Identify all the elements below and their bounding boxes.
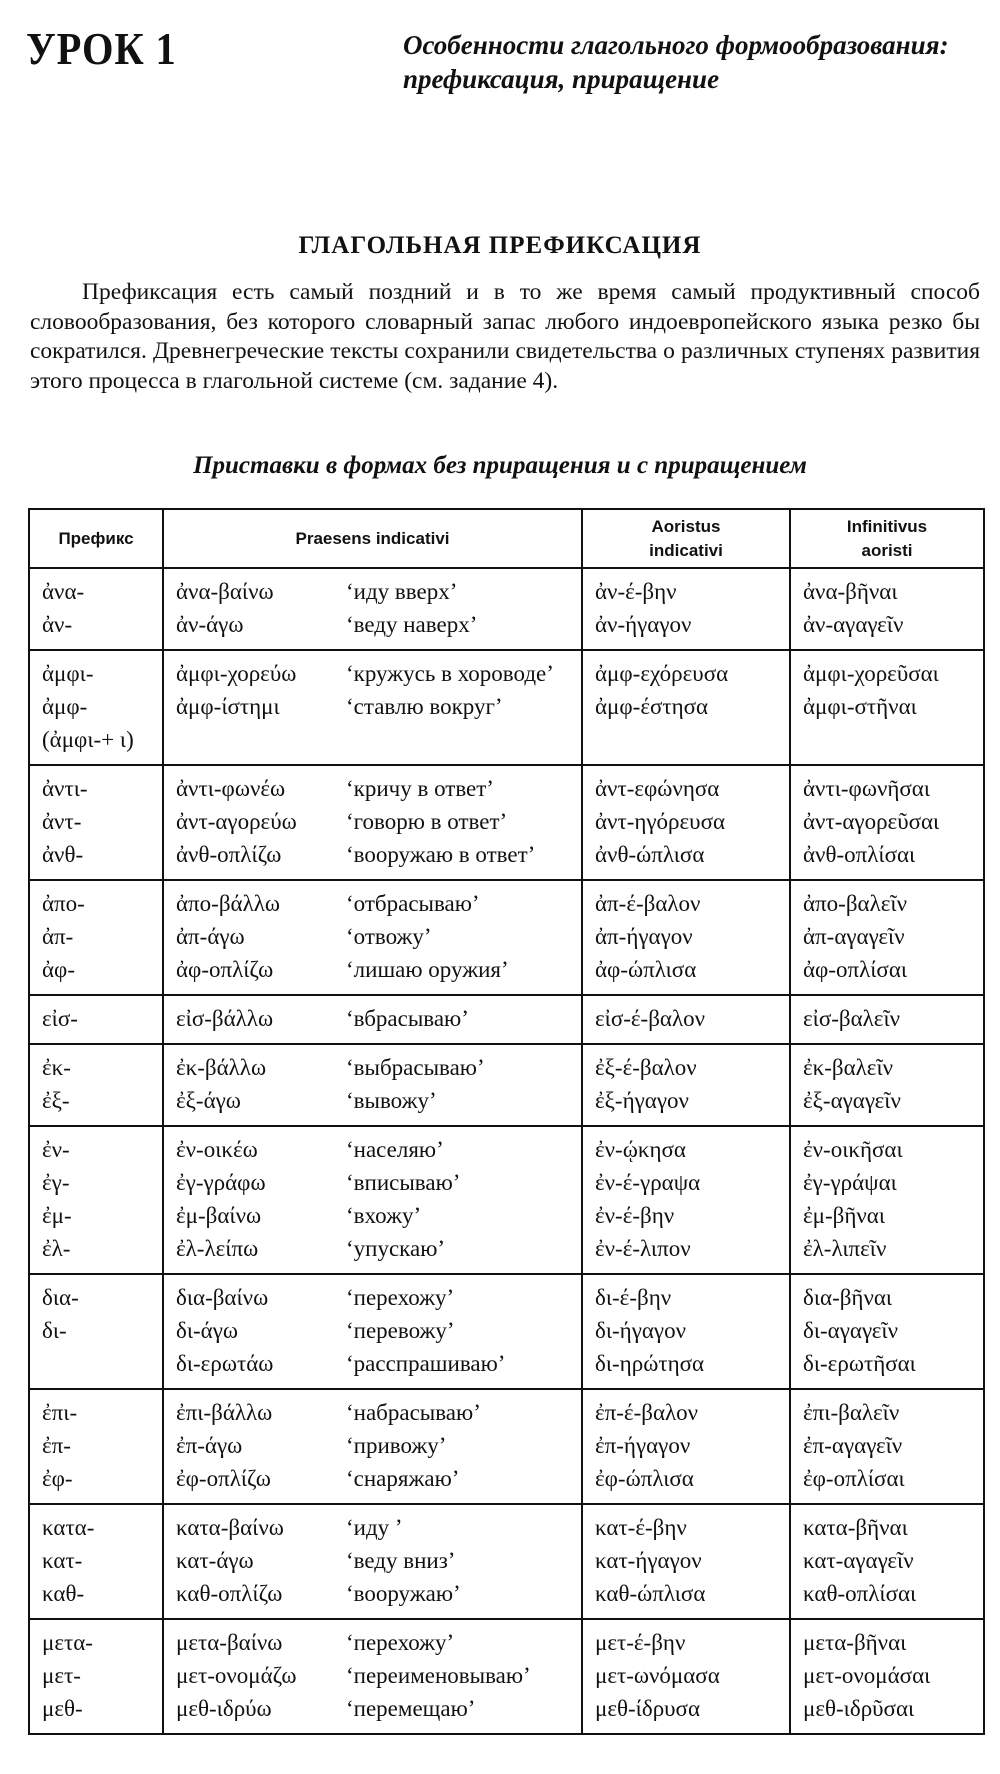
- verb-entry: [176, 1347, 571, 1380]
- verb-meaning: ‘веду наверх’: [346, 612, 478, 637]
- verb-greek: μεθ-ιδρύω: [176, 1696, 272, 1721]
- table-row: [29, 1504, 984, 1619]
- table-header-row: [29, 509, 984, 568]
- prefix-form: ἀφ-: [42, 957, 75, 982]
- praesens-cell: [163, 1126, 582, 1274]
- verb-meaning: ‘перемещаю’: [346, 1696, 476, 1721]
- verb-entry: [176, 1166, 571, 1199]
- verb-entry: [176, 772, 571, 805]
- aorist-form: δι-ηρώτησα: [595, 1351, 705, 1376]
- col-header-infinitive-line-2: aoristi: [861, 540, 913, 560]
- infinitive-form: ἀνθ-οπλίσαι: [803, 842, 916, 867]
- table-row: [29, 995, 984, 1044]
- prefix-cell: [29, 1126, 163, 1274]
- verb-entry: [176, 1002, 571, 1035]
- aorist-form: ἐν-έ-βην: [595, 1203, 675, 1228]
- infinitive-form: μεθ-ιδρῦσαι: [803, 1696, 915, 1721]
- prefix-form: ἀντ-: [42, 809, 82, 834]
- infinitive-cell: [790, 765, 984, 880]
- table-row: [29, 1274, 984, 1389]
- verb-entry: [176, 1133, 571, 1166]
- verb-entry: [176, 1232, 571, 1265]
- prefix-form: δι-: [42, 1318, 67, 1343]
- aorist-form: κατ-έ-βην: [595, 1515, 687, 1540]
- verb-meaning: ‘вооружаю в ответ’: [346, 842, 536, 867]
- prefix-form: κατα-: [42, 1515, 95, 1540]
- table-row: [29, 1044, 984, 1126]
- prefix-form: ἐμ-: [42, 1203, 72, 1228]
- table-row: [29, 765, 984, 880]
- aorist-form: ἀμφ-εχόρευσα: [595, 661, 729, 686]
- prefix-form: ἐν-: [42, 1137, 70, 1162]
- aorist-form: μετ-ωνόμασα: [595, 1663, 720, 1688]
- intro-paragraph: [30, 278, 980, 396]
- infinitive-cell: [790, 568, 984, 650]
- prefix-form: ἀμφι-: [42, 661, 94, 686]
- verb-entry: [176, 1051, 571, 1084]
- prefix-cell: [29, 1504, 163, 1619]
- praesens-cell: [163, 568, 582, 650]
- verb-entry: [176, 608, 571, 641]
- table-row: [29, 1619, 984, 1734]
- aorist-cell: [582, 1504, 790, 1619]
- aorist-form: ἐν-έ-λιπον: [595, 1236, 691, 1261]
- aorist-form: ἐξ-έ-βαλον: [595, 1055, 697, 1080]
- aorist-form: κατ-ήγαγον: [595, 1548, 702, 1573]
- infinitive-form: κατα-βῆναι: [803, 1515, 908, 1540]
- prefix-form: ἐλ-: [42, 1236, 71, 1261]
- verb-meaning: ‘кружусь в хороводе’: [346, 661, 554, 686]
- infinitive-form: ἀπ-αγαγεῖν: [803, 924, 905, 949]
- praesens-cell: [163, 1389, 582, 1504]
- verb-greek: ἐπι-βάλλω: [176, 1400, 273, 1425]
- verb-greek: ἀπο-βάλλω: [176, 891, 281, 916]
- table-row: [29, 880, 984, 995]
- infinitive-form: δια-βῆναι: [803, 1285, 893, 1310]
- verb-meaning: ‘иду ’: [346, 1515, 403, 1540]
- verb-greek: ἐφ-οπλίζω: [176, 1466, 271, 1491]
- aorist-form: ἀν-έ-βην: [595, 579, 677, 604]
- verb-entry: [176, 657, 571, 690]
- aorist-cell: [582, 1619, 790, 1734]
- aorist-form: εἰσ-έ-βαλον: [595, 1006, 706, 1031]
- prefix-form: μετ-: [42, 1663, 81, 1688]
- prefix-cell: [29, 1274, 163, 1389]
- verb-entry: [176, 1577, 571, 1610]
- aorist-form: ἀφ-ώπλισα: [595, 957, 697, 982]
- verb-meaning: ‘перехожу’: [346, 1285, 455, 1310]
- verb-entry: [176, 690, 571, 723]
- infinitive-form: ἐπ-αγαγεῖν: [803, 1433, 903, 1458]
- verb-meaning: ‘ставлю вокруг’: [346, 694, 503, 719]
- verb-entry: [176, 1511, 571, 1544]
- verb-greek: μετα-βαίνω: [176, 1630, 283, 1655]
- verb-greek: μετ-ονομάζω: [176, 1663, 297, 1688]
- verb-entry: [176, 1462, 571, 1495]
- verb-meaning: ‘вооружаю’: [346, 1581, 461, 1606]
- infinitive-form: ἀν-αγαγεῖν: [803, 612, 904, 637]
- praesens-cell: [163, 995, 582, 1044]
- praesens-cell: [163, 765, 582, 880]
- verb-meaning: ‘вхожу’: [346, 1203, 422, 1228]
- verb-meaning: ‘снаряжаю’: [346, 1466, 460, 1491]
- verb-meaning: ‘переименовываю’: [346, 1663, 531, 1688]
- verb-entry: [176, 1659, 571, 1692]
- prefix-form: ἐπ-: [42, 1433, 71, 1458]
- verb-meaning: ‘набрасываю’: [346, 1400, 481, 1425]
- prefix-table: [28, 508, 985, 1735]
- verb-greek: ἀνα-βαίνω: [176, 579, 274, 604]
- verb-greek: κατα-βαίνω: [176, 1515, 284, 1540]
- verb-greek: δια-βαίνω: [176, 1285, 269, 1310]
- aorist-cell: [582, 1274, 790, 1389]
- aorist-cell: [582, 1389, 790, 1504]
- infinitive-form: ἀμφι-χορεῦσαι: [803, 661, 939, 686]
- verb-entry: [176, 1199, 571, 1232]
- prefix-form: ἀμφ-: [42, 694, 88, 719]
- prefix-form: μεθ-: [42, 1696, 83, 1721]
- verb-meaning: ‘населяю’: [346, 1137, 444, 1162]
- aorist-form: ἀν-ήγαγον: [595, 612, 692, 637]
- prefix-form: ἀν-: [42, 612, 73, 637]
- prefix-cell: [29, 765, 163, 880]
- lesson-topic-line-2: префиксация, приращение: [403, 64, 720, 94]
- infinitive-form: κατ-αγαγεῖν: [803, 1548, 914, 1573]
- infinitive-cell: [790, 1044, 984, 1126]
- infinitive-form: ἀμφι-στῆναι: [803, 694, 917, 719]
- prefix-form: ἀντι-: [42, 776, 88, 801]
- verb-entry: [176, 887, 571, 920]
- verb-meaning: ‘кричу в ответ’: [346, 776, 494, 801]
- verb-meaning: ‘упускаю’: [346, 1236, 446, 1261]
- lesson-topic: [403, 28, 993, 96]
- infinitive-form: δι-ερωτῆσαι: [803, 1351, 916, 1376]
- verb-entry: [176, 575, 571, 608]
- infinitive-form: δι-αγαγεῖν: [803, 1318, 898, 1343]
- prefix-cell: [29, 1389, 163, 1504]
- infinitive-form: ἐπι-βαλεῖν: [803, 1400, 900, 1425]
- aorist-form: ἀντ-ηγόρευσα: [595, 809, 726, 834]
- verb-greek: ἀντι-φωνέω: [176, 776, 286, 801]
- aorist-cell: [582, 650, 790, 765]
- prefix-cell: [29, 1619, 163, 1734]
- verb-meaning: ‘отвожу’: [346, 924, 432, 949]
- verb-greek: δι-ερωτάω: [176, 1351, 274, 1376]
- verb-entry: [176, 1396, 571, 1429]
- prefix-form: ἀπ-: [42, 924, 74, 949]
- infinitive-form: ἀπο-βαλεῖν: [803, 891, 907, 916]
- verb-greek: κατ-άγω: [176, 1548, 254, 1573]
- aorist-form: ἐπ-έ-βαλον: [595, 1400, 699, 1425]
- verb-greek: δι-άγω: [176, 1318, 239, 1343]
- verb-meaning: ‘лишаю оружия’: [346, 957, 509, 982]
- infinitive-form: ἀνα-βῆναι: [803, 579, 898, 604]
- verb-entry: [176, 805, 571, 838]
- verb-greek: ἀν-άγω: [176, 612, 244, 637]
- aorist-form: ἐφ-ώπλισα: [595, 1466, 694, 1491]
- verb-greek: καθ-οπλίζω: [176, 1581, 283, 1606]
- aorist-form: ἀμφ-έστησα: [595, 694, 709, 719]
- praesens-cell: [163, 1619, 582, 1734]
- prefix-form: μετα-: [42, 1630, 93, 1655]
- verb-entry: [176, 1692, 571, 1725]
- col-header-infinitive-line-1: Infinitivus: [846, 516, 928, 536]
- praesens-cell: [163, 880, 582, 995]
- praesens-cell: [163, 1504, 582, 1619]
- lesson-topic-line-1: Особенности глагольного формообразования:: [403, 30, 949, 60]
- verb-greek: ἀνθ-οπλίζω: [176, 842, 282, 867]
- aorist-form: ἀνθ-ώπλισα: [595, 842, 705, 867]
- verb-greek: ἐγ-γράφω: [176, 1170, 266, 1195]
- praesens-cell: [163, 1044, 582, 1126]
- prefix-form: ἐπι-: [42, 1400, 78, 1425]
- infinitive-form: ἐγ-γράψαι: [803, 1170, 897, 1195]
- infinitive-form: ἐξ-αγαγεῖν: [803, 1088, 901, 1113]
- aorist-cell: [582, 1126, 790, 1274]
- verb-meaning: ‘привожу’: [346, 1433, 447, 1458]
- infinitive-form: ἀντ-αγορεῦσαι: [803, 809, 940, 834]
- aorist-cell: [582, 1044, 790, 1126]
- verb-entry: [176, 1084, 571, 1117]
- verb-meaning: ‘вписываю’: [346, 1170, 461, 1195]
- infinitive-form: καθ-οπλίσαι: [803, 1581, 917, 1606]
- prefix-cell: [29, 568, 163, 650]
- prefix-form: δια-: [42, 1285, 79, 1310]
- infinitive-form: ἀντι-φωνῆσαι: [803, 776, 931, 801]
- prefix-form: καθ-: [42, 1581, 85, 1606]
- verb-greek: ἐν-οικέω: [176, 1137, 258, 1162]
- col-header-prefix: Префикс: [29, 509, 163, 568]
- col-header-praesens: Praesens indicativi: [163, 509, 582, 568]
- prefix-form: ἐκ-: [42, 1055, 71, 1080]
- aorist-cell: [582, 880, 790, 995]
- col-header-aorist: [582, 509, 790, 568]
- lesson-number: УРОК 1: [26, 23, 177, 74]
- infinitive-form: ἐλ-λιπεῖν: [803, 1236, 887, 1261]
- aorist-form: ἀντ-εφώνησα: [595, 776, 720, 801]
- infinitive-form: ἐφ-οπλίσαι: [803, 1466, 905, 1491]
- verb-entry: [176, 1281, 571, 1314]
- verb-greek: ἀντ-αγορεύω: [176, 809, 297, 834]
- infinitive-cell: [790, 995, 984, 1044]
- table-body: [29, 568, 984, 1734]
- aorist-cell: [582, 995, 790, 1044]
- prefix-form: εἰσ-: [42, 1006, 78, 1031]
- prefix-cell: [29, 880, 163, 995]
- table-caption: Приставки в формах без приращения и с приращением: [193, 452, 807, 479]
- verb-greek: ἀπ-άγω: [176, 924, 245, 949]
- infinitive-form: ἐμ-βῆναι: [803, 1203, 886, 1228]
- col-header-infinitive: [790, 509, 984, 568]
- verb-entry: [176, 1314, 571, 1347]
- verb-greek: εἰσ-βάλλω: [176, 1006, 274, 1031]
- prefix-form: ἀπο-: [42, 891, 85, 916]
- aorist-form: ἐπ-ήγαγον: [595, 1433, 691, 1458]
- prefix-form: ἀνθ-: [42, 842, 84, 867]
- prefix-form: κατ-: [42, 1548, 83, 1573]
- table-row: [29, 1126, 984, 1274]
- verb-meaning: ‘говорю в ответ’: [346, 809, 508, 834]
- prefix-cell: [29, 995, 163, 1044]
- prefix-form: (ἀμφι-+ ι): [42, 727, 134, 752]
- aorist-cell: [582, 568, 790, 650]
- verb-entry: [176, 953, 571, 986]
- aorist-cell: [582, 765, 790, 880]
- section-title: ГЛАГОЛЬНАЯ ПРЕФИКСАЦИЯ: [298, 232, 702, 259]
- verb-greek: ἐπ-άγω: [176, 1433, 243, 1458]
- col-header-aorist-line-2: indicativi: [649, 540, 723, 560]
- aorist-form: ἀπ-ήγαγον: [595, 924, 693, 949]
- verb-meaning: ‘перехожу’: [346, 1630, 455, 1655]
- verb-meaning: ‘перевожу’: [346, 1318, 455, 1343]
- prefix-form: ἐξ-: [42, 1088, 70, 1113]
- infinitive-form: μετ-ονομάσαι: [803, 1663, 931, 1688]
- infinitive-cell: [790, 1504, 984, 1619]
- aorist-form: καθ-ώπλισα: [595, 1581, 706, 1606]
- intro-paragraph-text: Префиксация есть самый поздний и в то же время самый продуктивный способ словообразования, без которого словарный запас любого индоевропейского языка резко бы сократился. Древнегреческие тексты сохранили свидетельства о различных ступенях развития этого процесса в глагольной системе (см. задание 4).: [30, 279, 980, 394]
- verb-meaning: ‘иду вверх’: [346, 579, 458, 604]
- aorist-form: ἐν-ῴκησα: [595, 1137, 686, 1162]
- verb-meaning: ‘расспрашиваю’: [346, 1351, 506, 1376]
- prefix-form: ἐφ-: [42, 1466, 73, 1491]
- infinitive-form: ἐν-οικῆσαι: [803, 1137, 903, 1162]
- aorist-form: δι-ήγαγον: [595, 1318, 686, 1343]
- infinitive-form: ἐκ-βαλεῖν: [803, 1055, 894, 1080]
- prefix-cell: [29, 1044, 163, 1126]
- prefix-form: ἐγ-: [42, 1170, 70, 1195]
- infinitive-cell: [790, 880, 984, 995]
- verb-greek: ἐξ-άγω: [176, 1088, 241, 1113]
- infinitive-form: εἰσ-βαλεῖν: [803, 1006, 901, 1031]
- infinitive-form: ἀφ-οπλίσαι: [803, 957, 908, 982]
- verb-meaning: ‘веду вниз’: [346, 1548, 456, 1573]
- prefix-form: ἀνα-: [42, 579, 85, 604]
- aorist-form: ἀπ-έ-βαλον: [595, 891, 701, 916]
- table-row: [29, 568, 984, 650]
- verb-meaning: ‘вбрасываю’: [346, 1006, 469, 1031]
- infinitive-cell: [790, 1126, 984, 1274]
- verb-entry: [176, 1429, 571, 1462]
- praesens-cell: [163, 650, 582, 765]
- verb-greek: ἐμ-βαίνω: [176, 1203, 262, 1228]
- aorist-form: ἐν-έ-γραψα: [595, 1170, 701, 1195]
- verb-meaning: ‘выбрасываю’: [346, 1055, 485, 1080]
- verb-greek: ἀφ-οπλίζω: [176, 957, 274, 982]
- prefix-cell: [29, 650, 163, 765]
- table-row: [29, 650, 984, 765]
- verb-meaning: ‘вывожу’: [346, 1088, 437, 1113]
- infinitive-cell: [790, 1389, 984, 1504]
- aorist-form: μεθ-ίδρυσα: [595, 1696, 701, 1721]
- col-header-aorist-line-1: Aoristus: [651, 516, 721, 536]
- aorist-form: μετ-έ-βην: [595, 1630, 686, 1655]
- aorist-form: δι-έ-βην: [595, 1285, 672, 1310]
- verb-entry: [176, 920, 571, 953]
- infinitive-cell: [790, 1619, 984, 1734]
- verb-entry: [176, 1626, 571, 1659]
- verb-meaning: ‘отбрасываю’: [346, 891, 480, 916]
- infinitive-form: μετα-βῆναι: [803, 1630, 907, 1655]
- table-row: [29, 1389, 984, 1504]
- aorist-form: ἐξ-ήγαγον: [595, 1088, 689, 1113]
- verb-greek: ἐλ-λείπω: [176, 1236, 259, 1261]
- verb-entry: [176, 1544, 571, 1577]
- verb-greek: ἀμφ-ίστημι: [176, 694, 280, 719]
- verb-greek: ἐκ-βάλλω: [176, 1055, 267, 1080]
- verb-greek: ἀμφι-χορεύω: [176, 661, 297, 686]
- infinitive-cell: [790, 1274, 984, 1389]
- verb-entry: [176, 838, 571, 871]
- infinitive-cell: [790, 650, 984, 765]
- praesens-cell: [163, 1274, 582, 1389]
